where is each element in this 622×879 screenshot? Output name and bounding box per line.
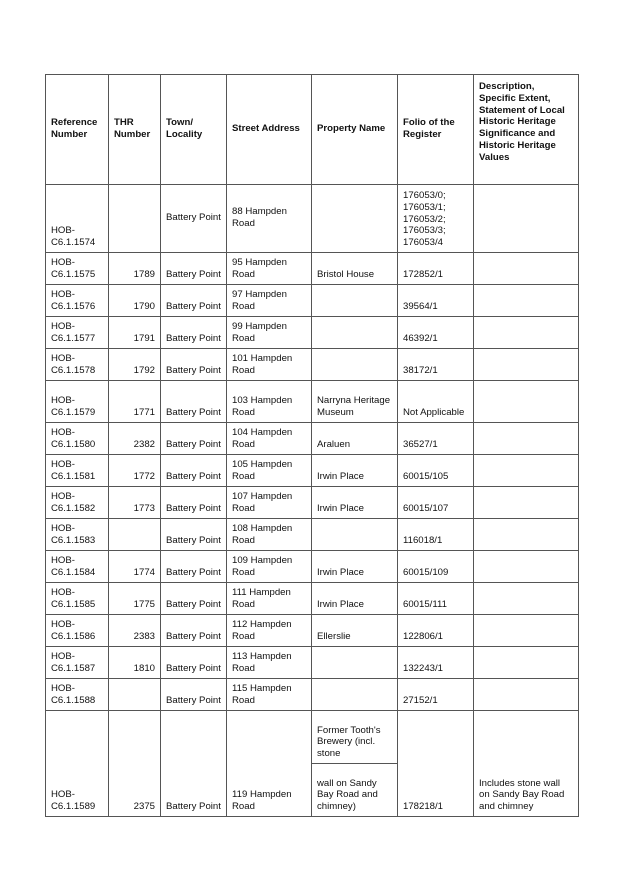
cell-town-locality: Battery Point [161, 647, 227, 679]
cell-thr-number: 2383 [109, 615, 161, 647]
cell-town-locality: Battery Point [161, 519, 227, 551]
table-row-last [46, 711, 579, 764]
cell-town-locality: Battery Point [161, 349, 227, 381]
table-row [46, 551, 579, 583]
cell-street-address: 111 Hampden Road [227, 583, 312, 615]
cell-thr-number [109, 679, 161, 711]
cell-description [474, 519, 579, 551]
cell-folio: 60015/107 [398, 487, 474, 519]
cell-street-address: 104 Hampden Road [227, 423, 312, 455]
cell-folio: 39564/1 [398, 285, 474, 317]
table-row [46, 487, 579, 519]
cell-property-name-part1: Former Tooth's Brewery (incl. stone [312, 711, 398, 764]
cell-street-address: 112 Hampden Road [227, 615, 312, 647]
header-thr-number: THR Number [109, 75, 161, 185]
cell-property-name [312, 647, 398, 679]
cell-folio: 132243/1 [398, 647, 474, 679]
cell-reference-number: HOB-C6.1.1588 [46, 679, 109, 711]
cell-town-locality: Battery Point [161, 185, 227, 253]
cell-description: Includes stone wall on Sandy Bay Road and chimney [474, 711, 579, 817]
cell-reference-number: HOB-C6.1.1574 [46, 185, 109, 253]
cell-folio: 122806/1 [398, 615, 474, 647]
table-row [46, 185, 579, 253]
cell-town-locality: Battery Point [161, 253, 227, 285]
cell-description [474, 615, 579, 647]
cell-thr-number: 1771 [109, 381, 161, 423]
cell-property-name: Araluen [312, 423, 398, 455]
cell-thr-number: 1774 [109, 551, 161, 583]
cell-property-name: Bristol House [312, 253, 398, 285]
cell-description [474, 679, 579, 711]
cell-folio: 36527/1 [398, 423, 474, 455]
cell-folio: 46392/1 [398, 317, 474, 349]
cell-property-name: Irwin Place [312, 583, 398, 615]
cell-thr-number: 2375 [109, 711, 161, 817]
table-row [46, 253, 579, 285]
header-row [46, 75, 579, 185]
cell-property-name [312, 317, 398, 349]
cell-town-locality: Battery Point [161, 285, 227, 317]
cell-reference-number: HOB-C6.1.1587 [46, 647, 109, 679]
cell-street-address: 97 Hampden Road [227, 285, 312, 317]
cell-street-address: 109 Hampden Road [227, 551, 312, 583]
cell-town-locality: Battery Point [161, 455, 227, 487]
cell-thr-number: 1791 [109, 317, 161, 349]
cell-description [474, 455, 579, 487]
cell-property-name [312, 349, 398, 381]
cell-folio: 60015/105 [398, 455, 474, 487]
cell-reference-number: HOB-C6.1.1580 [46, 423, 109, 455]
cell-folio: 172852/1 [398, 253, 474, 285]
cell-thr-number: 1775 [109, 583, 161, 615]
cell-folio: 60015/111 [398, 583, 474, 615]
cell-town-locality: Battery Point [161, 487, 227, 519]
cell-reference-number: HOB-C6.1.1582 [46, 487, 109, 519]
cell-town-locality: Battery Point [161, 679, 227, 711]
cell-reference-number: HOB-C6.1.1577 [46, 317, 109, 349]
header-street-address: Street Address [227, 75, 312, 185]
cell-reference-number: HOB-C6.1.1585 [46, 583, 109, 615]
cell-property-name: Irwin Place [312, 551, 398, 583]
cell-thr-number [109, 185, 161, 253]
cell-street-address: 95 Hampden Road [227, 253, 312, 285]
cell-street-address: 119 Hampden Road [227, 711, 312, 817]
table-row [46, 679, 579, 711]
cell-thr-number: 1773 [109, 487, 161, 519]
cell-street-address: 103 Hampden Road [227, 381, 312, 423]
cell-reference-number: HOB-C6.1.1584 [46, 551, 109, 583]
cell-description [474, 185, 579, 253]
cell-description [474, 647, 579, 679]
cell-town-locality: Battery Point [161, 615, 227, 647]
table-row [46, 519, 579, 551]
cell-town-locality: Battery Point [161, 551, 227, 583]
cell-description [474, 381, 579, 423]
cell-folio: 176053/0; 176053/1; 176053/2; 176053/3; 176053/4 [398, 185, 474, 253]
table-row [46, 317, 579, 349]
cell-town-locality: Battery Point [161, 711, 227, 817]
cell-property-name: Irwin Place [312, 487, 398, 519]
cell-property-name: Narryna Heritage Museum [312, 381, 398, 423]
header-reference-number: Reference Number [46, 75, 109, 185]
cell-reference-number: HOB-C6.1.1586 [46, 615, 109, 647]
cell-description [474, 583, 579, 615]
cell-reference-number: HOB-C6.1.1576 [46, 285, 109, 317]
cell-thr-number: 1789 [109, 253, 161, 285]
cell-property-name [312, 519, 398, 551]
cell-description [474, 349, 579, 381]
table-row [46, 455, 579, 487]
cell-street-address: 88 Hampden Road [227, 185, 312, 253]
cell-thr-number [109, 519, 161, 551]
header-description: Description, Specific Extent, Statement of Local Historic Heritage Significance and Historic Heritage Values [474, 75, 579, 185]
cell-thr-number: 1810 [109, 647, 161, 679]
cell-thr-number: 1772 [109, 455, 161, 487]
cell-property-name [312, 185, 398, 253]
cell-property-name-part2: wall on Sandy Bay Road and chimney) [312, 764, 398, 817]
cell-street-address: 101 Hampden Road [227, 349, 312, 381]
cell-thr-number: 2382 [109, 423, 161, 455]
cell-thr-number: 1790 [109, 285, 161, 317]
cell-description [474, 487, 579, 519]
cell-street-address: 107 Hampden Road [227, 487, 312, 519]
table-row [46, 583, 579, 615]
table-body [46, 185, 579, 817]
cell-description [474, 285, 579, 317]
table-row [46, 615, 579, 647]
cell-folio: 60015/109 [398, 551, 474, 583]
table-row [46, 423, 579, 455]
heritage-register-table [45, 74, 579, 817]
cell-description [474, 317, 579, 349]
cell-street-address: 115 Hampden Road [227, 679, 312, 711]
cell-property-name: Ellerslie [312, 615, 398, 647]
header-folio: Folio of the Register [398, 75, 474, 185]
cell-street-address: 108 Hampden Road [227, 519, 312, 551]
cell-folio: 38172/1 [398, 349, 474, 381]
table-row [46, 381, 579, 423]
cell-thr-number: 1792 [109, 349, 161, 381]
cell-property-name: Irwin Place [312, 455, 398, 487]
table-row [46, 349, 579, 381]
cell-folio: 178218/1 [398, 711, 474, 817]
cell-description [474, 253, 579, 285]
cell-town-locality: Battery Point [161, 381, 227, 423]
cell-street-address: 99 Hampden Road [227, 317, 312, 349]
cell-town-locality: Battery Point [161, 423, 227, 455]
table-row [46, 647, 579, 679]
header-town-locality: Town/ Locality [161, 75, 227, 185]
cell-property-name [312, 679, 398, 711]
cell-reference-number: HOB-C6.1.1579 [46, 381, 109, 423]
cell-folio: 27152/1 [398, 679, 474, 711]
cell-reference-number: HOB-C6.1.1581 [46, 455, 109, 487]
cell-description [474, 551, 579, 583]
cell-folio: 116018/1 [398, 519, 474, 551]
cell-reference-number: HOB-C6.1.1583 [46, 519, 109, 551]
cell-town-locality: Battery Point [161, 317, 227, 349]
cell-property-name [312, 285, 398, 317]
cell-street-address: 105 Hampden Road [227, 455, 312, 487]
cell-folio: Not Applicable [398, 381, 474, 423]
cell-street-address: 113 Hampden Road [227, 647, 312, 679]
header-property-name: Property Name [312, 75, 398, 185]
cell-town-locality: Battery Point [161, 583, 227, 615]
table-row [46, 285, 579, 317]
cell-reference-number: HOB-C6.1.1589 [46, 711, 109, 817]
cell-description [474, 423, 579, 455]
cell-reference-number: HOB-C6.1.1575 [46, 253, 109, 285]
cell-reference-number: HOB-C6.1.1578 [46, 349, 109, 381]
